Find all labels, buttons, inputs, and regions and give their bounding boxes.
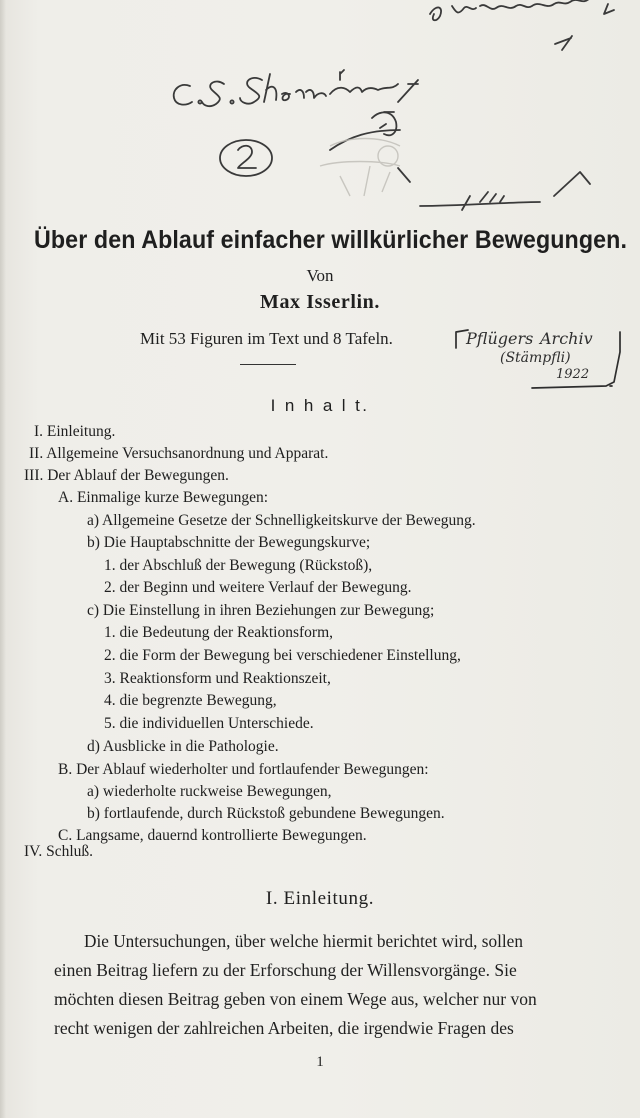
toc-entry: IV. Schluß.	[24, 843, 94, 860]
toc-entry: 2. der Beginn und weitere Verlauf der Bewegung.	[104, 579, 412, 596]
body-text-line: Die Untersuchungen, über welche hiermit berichtet wird, sollen	[84, 931, 523, 951]
toc-entry: d) Ausblicke in die Pathologie.	[87, 738, 279, 755]
body-text-line: recht wenigen der zahlreichen Arbeiten, die irgendwie Fragen des	[54, 1018, 514, 1038]
binding-shadow	[0, 0, 6, 1118]
toc-entry: I. Einleitung.	[34, 423, 116, 440]
toc-entry: 5. die individuellen Unterschiede.	[104, 715, 314, 732]
figures-note: Mit 53 Figuren im Text und 8 Tafeln.	[140, 329, 393, 348]
section-heading: I. Einleitung.	[265, 888, 375, 909]
body-text-line: einen Beitrag liefern zu der Erforschung der Willensvorgänge. Sie	[54, 960, 517, 980]
contents-heading: I n h a l t.	[270, 396, 370, 415]
page-number: 1	[316, 1054, 324, 1070]
toc-entry: III. Der Ablauf der Bewegungen.	[24, 467, 229, 484]
handwritten-annotations	[0, 0, 640, 240]
toc-entry: b) fortlaufende, durch Rückstoß gebundene Bewegungen.	[87, 805, 445, 822]
toc-entry: b) Die Hauptabschnitte der Bewegungskurve;	[87, 534, 371, 551]
toc-entry: 1. die Bedeutung der Reaktionsform,	[104, 624, 334, 641]
svg-text:Pflügers: Pflügers	[466, 329, 534, 348]
library-stamp	[300, 136, 420, 212]
svg-text:1922: 1922	[556, 367, 590, 382]
paper-title: Über den Ablauf einfacher willkürlicher Bewegungen.	[34, 226, 628, 254]
toc-entry: 1. der Abschluß der Bewegung (Rückstoß),	[104, 557, 373, 574]
toc-entry: B. Der Ablauf wiederholter und fortlaufender Bewegungen:	[58, 761, 429, 778]
toc-entry: 4. die begrenzte Bewegung,	[104, 692, 277, 709]
toc-entry: c) Die Einstellung in ihren Beziehungen zur Bewegung;	[87, 602, 435, 619]
author-name: Max Isserlin.	[259, 291, 381, 313]
toc-entry: 2. die Form der Bewegung bei verschiedener Einstellung,	[104, 647, 461, 664]
toc-entry: II. Allgemeine Versuchsanordnung und Apparat.	[29, 445, 329, 462]
short-rule	[240, 364, 296, 365]
svg-text:Archiv: Archiv	[540, 329, 593, 348]
svg-text:(Stämpfli): (Stämpfli)	[500, 350, 571, 366]
body-text-line: möchten diesen Beitrag geben von einem Wege aus, welcher nur von	[54, 989, 537, 1009]
toc-entry: A. Einmalige kurze Bewegungen:	[58, 489, 269, 506]
toc-entry: C. Langsame, dauernd kontrollierte Bewegungen.	[58, 827, 367, 844]
toc-entry: a) wiederholte ruckweise Bewegungen,	[87, 783, 332, 800]
byline: Von	[306, 266, 334, 285]
toc-entry: a) Allgemeine Gesetze der Schnelligkeitskurve der Bewegung.	[87, 512, 476, 529]
toc-entry: 3. Reaktionsform und Reaktionszeit,	[104, 670, 331, 687]
handwritten-reference-box	[452, 326, 628, 392]
